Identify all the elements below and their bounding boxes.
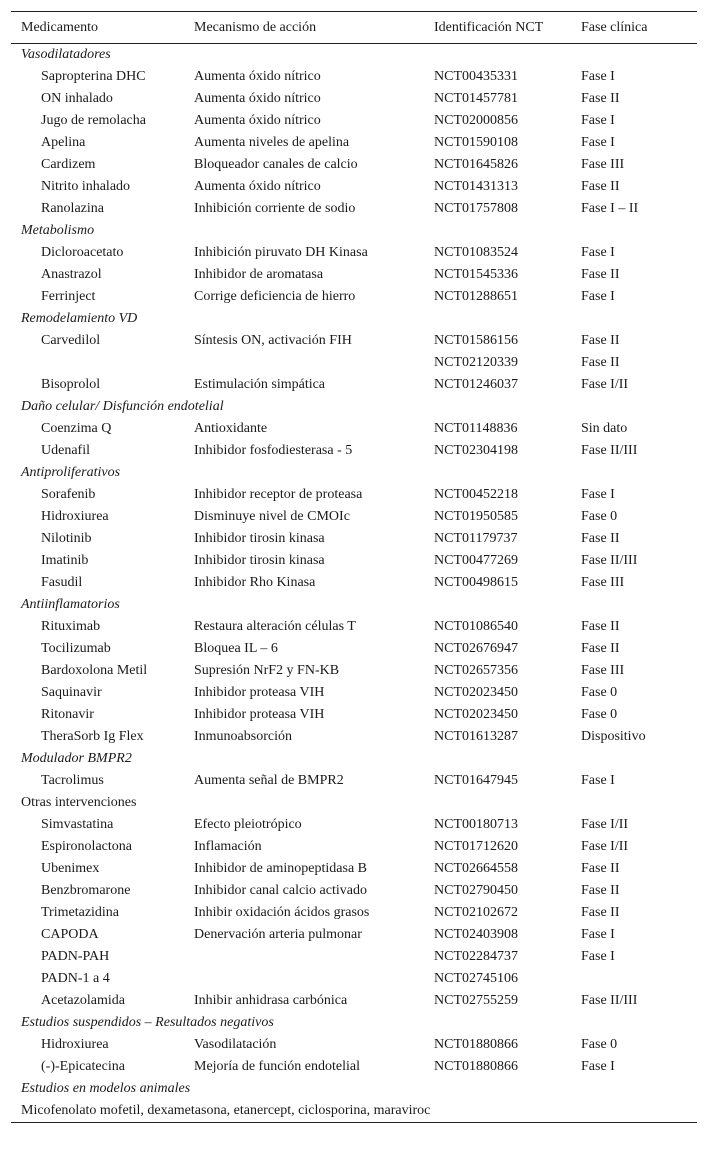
nct-id-cell: NCT00180713 <box>434 817 518 832</box>
mechanism-cell: Inflamación <box>194 839 262 854</box>
table-row <box>11 968 697 990</box>
group-title: Antiinflamatorios <box>21 597 120 612</box>
nct-id-cell: NCT02102672 <box>434 905 518 920</box>
drug-name-cell: Ranolazina <box>41 201 104 216</box>
group-header-row <box>11 1078 697 1100</box>
mechanism-cell: Denervación arteria pulmonar <box>194 927 362 942</box>
drug-name-cell: Sorafenib <box>41 487 96 502</box>
drug-name-cell: Benzbromarone <box>41 883 131 898</box>
nct-id-cell: NCT01083524 <box>434 245 518 260</box>
header-medicamento: Medicamento <box>11 12 194 44</box>
drug-name-cell: Udenafil <box>41 443 90 458</box>
mechanism-cell: Supresión NrF2 y FN-KB <box>194 663 340 678</box>
table-body <box>11 44 697 1123</box>
drug-name-cell: Bardoxolona Metil <box>41 663 148 678</box>
clinical-phase-cell: Fase I/II <box>581 817 629 832</box>
clinical-phase-cell: Fase I/II <box>581 377 629 392</box>
clinical-phase-cell: Fase II <box>581 267 620 282</box>
group-title: Antiproliferativos <box>21 465 121 480</box>
clinical-phase-cell: Fase I/II <box>581 839 629 854</box>
mechanism-cell: Mejoría de función endotelial <box>194 1059 360 1074</box>
clinical-phase-cell <box>581 968 697 990</box>
clinical-phase-cell: Dispositivo <box>581 729 646 744</box>
clinical-phase-cell: Fase II <box>581 905 620 920</box>
table-row <box>11 572 697 594</box>
drug-name-cell: Tocilizumab <box>41 641 111 656</box>
drug-name-cell: Nitrito inhalado <box>41 179 131 194</box>
mechanism-cell <box>194 352 434 374</box>
mechanism-cell: Inhibidor Rho Kinasa <box>194 575 316 590</box>
table-row <box>11 616 697 638</box>
table-row <box>11 330 697 352</box>
drug-name-cell: Ubenimex <box>41 861 100 876</box>
table-row <box>11 66 697 88</box>
table-row <box>11 286 697 308</box>
drug-name-cell: (-)-Epicatecina <box>41 1059 125 1074</box>
nct-id-cell: NCT01246037 <box>434 377 518 392</box>
nct-id-cell: NCT02664558 <box>434 861 518 876</box>
group-title: Modulador BMPR2 <box>21 751 132 766</box>
drug-name-cell: Carvedilol <box>41 333 101 348</box>
nct-id-cell: NCT02403908 <box>434 927 518 942</box>
nct-id-cell: NCT01431313 <box>434 179 518 194</box>
clinical-phase-cell: Fase I <box>581 773 615 788</box>
group-title: Estudios suspendidos – Resultados negativos <box>21 1015 274 1030</box>
table-row <box>11 1034 697 1056</box>
clinical-phase-cell: Fase 0 <box>581 1037 618 1052</box>
nct-id-cell: NCT02284737 <box>434 949 518 964</box>
group-header-row <box>11 792 697 814</box>
nct-id-cell: NCT01950585 <box>434 509 518 524</box>
group-header-row <box>11 44 697 67</box>
nct-id-cell: NCT02000856 <box>434 113 518 128</box>
drug-name-cell: Ritonavir <box>41 707 94 722</box>
clinical-trials-table-wrapper <box>11 11 697 1123</box>
mechanism-cell: Aumenta óxido nítrico <box>194 91 321 106</box>
mechanism-cell: Estimulación simpática <box>194 377 326 392</box>
mechanism-cell <box>194 968 434 990</box>
table-row <box>11 924 697 946</box>
clinical-phase-cell: Fase II <box>581 179 620 194</box>
table-row <box>11 484 697 506</box>
mechanism-cell: Inhibidor proteasa VIH <box>194 685 325 700</box>
mechanism-cell: Inhibir anhidrasa carbónica <box>194 993 348 1008</box>
clinical-phase-cell: Fase I <box>581 245 615 260</box>
drug-name-cell: PADN-PAH <box>41 949 110 964</box>
mechanism-cell <box>194 946 434 968</box>
clinical-trials-table <box>11 12 697 1122</box>
nct-id-cell: NCT02023450 <box>434 707 518 722</box>
table-row <box>11 726 697 748</box>
mechanism-cell: Inhibidor tirosin kinasa <box>194 531 325 546</box>
clinical-phase-cell: Fase 0 <box>581 707 618 722</box>
drug-name-cell: Espironolactona <box>41 839 132 854</box>
mechanism-cell: Inmunoabsorción <box>194 729 292 744</box>
drug-name-cell: Fasudil <box>41 575 83 590</box>
mechanism-cell: Aumenta señal de BMPR2 <box>194 773 344 788</box>
drug-name-cell: Nilotinib <box>41 531 92 546</box>
drug-name-cell: Saquinavir <box>41 685 102 700</box>
table-row <box>11 858 697 880</box>
mechanism-cell: Aumenta óxido nítrico <box>194 69 321 84</box>
nct-id-cell: NCT01880866 <box>434 1037 518 1052</box>
drug-name-cell: CAPODA <box>41 927 99 942</box>
nct-id-cell: NCT02023450 <box>434 685 518 700</box>
nct-id-cell: NCT02120339 <box>434 355 518 370</box>
group-title: Otras intervenciones <box>21 795 137 810</box>
drug-name-cell: Hidroxiurea <box>41 1037 109 1052</box>
clinical-phase-cell: Fase II <box>581 641 620 656</box>
clinical-phase-cell: Fase II <box>581 531 620 546</box>
mechanism-cell: Antioxidante <box>194 421 268 436</box>
nct-id-cell: NCT01757808 <box>434 201 518 216</box>
nct-id-cell: NCT02745106 <box>434 971 518 986</box>
table-row <box>11 946 697 968</box>
nct-id-cell: NCT01288651 <box>434 289 518 304</box>
table-row <box>11 418 697 440</box>
table-row <box>11 374 697 396</box>
clinical-phase-cell: Fase II <box>581 619 620 634</box>
nct-id-cell: NCT00452218 <box>434 487 518 502</box>
mechanism-cell: Restaura alteración células T <box>194 619 356 634</box>
nct-id-cell: NCT01645826 <box>434 157 518 172</box>
header-nct: Identificación NCT <box>434 12 581 44</box>
drug-name-cell: Cardizem <box>41 157 96 172</box>
clinical-phase-cell: Fase II/III <box>581 553 638 568</box>
nct-id-cell: NCT02676947 <box>434 641 518 656</box>
table-row <box>11 242 697 264</box>
group-header-row <box>11 462 697 484</box>
group-header-row <box>11 396 697 418</box>
clinical-phase-cell: Fase III <box>581 663 625 678</box>
clinical-phase-cell: Fase I – II <box>581 201 639 216</box>
mechanism-cell: Aumenta óxido nítrico <box>194 179 321 194</box>
clinical-phase-cell: Fase III <box>581 157 625 172</box>
drug-name-cell: Trimetazidina <box>41 905 120 920</box>
clinical-phase-cell: Fase II <box>581 91 620 106</box>
table-row <box>11 682 697 704</box>
clinical-phase-cell: Fase III <box>581 575 625 590</box>
mechanism-cell: Corrige deficiencia de hierro <box>194 289 356 304</box>
group-header-row <box>11 748 697 770</box>
clinical-phase-cell: Fase II <box>581 355 620 370</box>
table-row <box>11 836 697 858</box>
nct-id-cell: NCT01457781 <box>434 91 518 106</box>
drug-name-cell: Anastrazol <box>41 267 102 282</box>
table-row <box>11 550 697 572</box>
group-header-row <box>11 594 697 616</box>
clinical-phase-cell: Fase I <box>581 69 615 84</box>
drug-name-cell: ON inhalado <box>41 91 113 106</box>
nct-id-cell: NCT02657356 <box>434 663 518 678</box>
drug-name-cell: PADN-1 a 4 <box>41 971 110 986</box>
nct-id-cell: NCT00435331 <box>434 69 518 84</box>
drug-name-cell: Apelina <box>41 135 86 150</box>
table-row <box>11 176 697 198</box>
table-row <box>11 880 697 902</box>
drug-name-cell: Rituximab <box>41 619 101 634</box>
clinical-phase-cell: Fase II/III <box>581 443 638 458</box>
clinical-phase-cell: Sin dato <box>581 421 628 436</box>
table-row <box>11 990 697 1012</box>
nct-id-cell: NCT02790450 <box>434 883 518 898</box>
table-row <box>11 264 697 286</box>
drug-name-cell: Tacrolimus <box>41 773 104 788</box>
drug-name-cell: Simvastatina <box>41 817 114 832</box>
table-row <box>11 198 697 220</box>
mechanism-cell: Inhibidor canal calcio activado <box>194 883 367 898</box>
note-row <box>11 1100 697 1122</box>
mechanism-cell: Aumenta niveles de apelina <box>194 135 350 150</box>
animal-models-note: Micofenolato mofetil, dexametasona, etanercept, ciclosporina, maraviroc <box>21 1103 431 1118</box>
clinical-phase-cell: Fase II <box>581 861 620 876</box>
header-fase: Fase clínica <box>581 12 697 44</box>
nct-id-cell: NCT01545336 <box>434 267 518 282</box>
clinical-phase-cell: Fase 0 <box>581 509 618 524</box>
drug-name-cell: Ferrinject <box>41 289 96 304</box>
drug-name-cell: Imatinib <box>41 553 89 568</box>
clinical-phase-cell: Fase I <box>581 927 615 942</box>
group-header-row <box>11 1012 697 1034</box>
mechanism-cell: Inhibición piruvato DH Kinasa <box>194 245 368 260</box>
table-row <box>11 352 697 374</box>
clinical-phase-cell: Fase II <box>581 333 620 348</box>
drug-name-cell: Hidroxiurea <box>41 509 109 524</box>
table-row <box>11 1056 697 1078</box>
mechanism-cell: Inhibidor de aromatasa <box>194 267 324 282</box>
mechanism-cell: Bloquea IL – 6 <box>194 641 278 656</box>
group-title: Daño celular/ Disfunción endotelial <box>21 399 224 414</box>
drug-name-cell: Jugo de remolacha <box>41 113 146 128</box>
group-header-row <box>11 308 697 330</box>
table-row <box>11 154 697 176</box>
group-title: Metabolismo <box>21 223 95 238</box>
mechanism-cell: Inhibidor de aminopeptidasa B <box>194 861 368 876</box>
table-row <box>11 88 697 110</box>
nct-id-cell: NCT02755259 <box>434 993 518 1008</box>
nct-id-cell: NCT01590108 <box>434 135 518 150</box>
nct-id-cell: NCT01179737 <box>434 531 518 546</box>
drug-name-cell: Bisoprolol <box>41 377 101 392</box>
clinical-phase-cell: Fase I <box>581 1059 615 1074</box>
nct-id-cell: NCT00477269 <box>434 553 518 568</box>
mechanism-cell: Inhibir oxidación ácidos grasos <box>194 905 370 920</box>
mechanism-cell: Vasodilatación <box>194 1037 277 1052</box>
mechanism-cell: Inhibición corriente de sodio <box>194 201 356 216</box>
table-row <box>11 440 697 462</box>
table-row <box>11 132 697 154</box>
mechanism-cell: Efecto pleiotrópico <box>194 817 302 832</box>
drug-name-cell: Sapropterina DHC <box>41 69 146 84</box>
clinical-phase-cell: Fase II/III <box>581 993 638 1008</box>
table-row <box>11 638 697 660</box>
group-title: Remodelamiento VD <box>21 311 138 326</box>
drug-name-cell: Coenzima Q <box>41 421 112 436</box>
table-row <box>11 814 697 836</box>
nct-id-cell: NCT01712620 <box>434 839 518 854</box>
header-row <box>11 12 697 44</box>
table-row <box>11 110 697 132</box>
group-header-row <box>11 220 697 242</box>
mechanism-cell: Inhibidor proteasa VIH <box>194 707 325 722</box>
clinical-phase-cell: Fase I <box>581 949 615 964</box>
clinical-phase-cell: Fase 0 <box>581 685 618 700</box>
table-row <box>11 506 697 528</box>
mechanism-cell: Inhibidor tirosin kinasa <box>194 553 325 568</box>
clinical-phase-cell: Fase I <box>581 289 615 304</box>
drug-name-cell: Dicloroacetato <box>41 245 124 260</box>
table-row <box>11 770 697 792</box>
clinical-phase-cell: Fase I <box>581 487 615 502</box>
nct-id-cell: NCT01586156 <box>434 333 518 348</box>
mechanism-cell: Disminuye nivel de CMOIc <box>194 509 350 524</box>
clinical-phase-cell: Fase II <box>581 883 620 898</box>
mechanism-cell: Inhibidor receptor de proteasa <box>194 487 363 502</box>
nct-id-cell: NCT01647945 <box>434 773 518 788</box>
mechanism-cell: Síntesis ON, activación FIH <box>194 333 352 348</box>
nct-id-cell: NCT01086540 <box>434 619 518 634</box>
drug-name-cell: Acetazolamida <box>41 993 125 1008</box>
nct-id-cell: NCT01148836 <box>434 421 518 436</box>
drug-name-cell: TheraSorb Ig Flex <box>41 729 144 744</box>
nct-id-cell: NCT01880866 <box>434 1059 518 1074</box>
group-title: Vasodilatadores <box>21 47 111 62</box>
table-row <box>11 528 697 550</box>
mechanism-cell: Aumenta óxido nítrico <box>194 113 321 128</box>
nct-id-cell: NCT01613287 <box>434 729 518 744</box>
group-title: Estudios en modelos animales <box>21 1081 191 1096</box>
drug-name-cell <box>11 352 194 374</box>
table-row <box>11 704 697 726</box>
mechanism-cell: Bloqueador canales de calcio <box>194 157 358 172</box>
table-header <box>11 12 697 44</box>
clinical-phase-cell: Fase I <box>581 135 615 150</box>
table-row <box>11 902 697 924</box>
table-row <box>11 660 697 682</box>
mechanism-cell: Inhibidor fosfodiesterasa - 5 <box>194 443 353 458</box>
header-mecanismo: Mecanismo de acción <box>194 12 434 44</box>
nct-id-cell: NCT00498615 <box>434 575 518 590</box>
clinical-phase-cell: Fase I <box>581 113 615 128</box>
nct-id-cell: NCT02304198 <box>434 443 518 458</box>
